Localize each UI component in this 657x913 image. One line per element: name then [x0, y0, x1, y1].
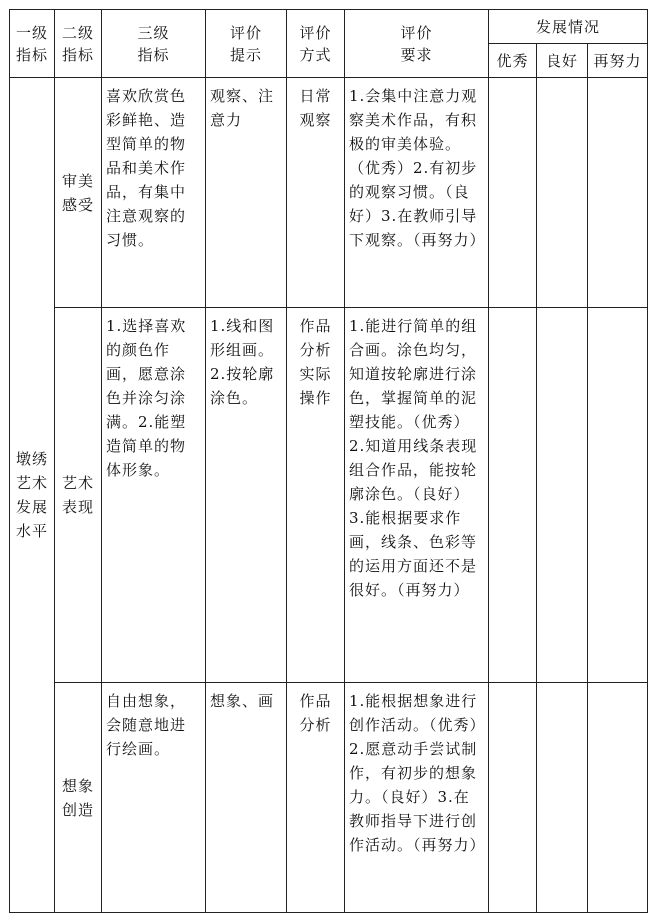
- level2-indicator-cell: [55, 683, 102, 913]
- level3-indicator-cell: 1.选择喜欢的颜色作画，愿意涂色并涂匀涂满。2.能塑造简单的物体形象。: [102, 308, 206, 683]
- header-requirement: [345, 10, 489, 78]
- header-requirement-line1: 评价: [400, 23, 433, 42]
- level3-indicator-cell: 自由想象，会随意地进行绘画。: [102, 683, 206, 913]
- level2-indicator-line2: 表现: [61, 498, 94, 516]
- header-effort: 再努力: [588, 44, 648, 78]
- rating-effort-cell[interactable]: [588, 78, 648, 308]
- header-level3-line1: 三级: [137, 23, 170, 42]
- rating-excellent-cell[interactable]: [489, 683, 537, 913]
- method-cell: [287, 683, 345, 913]
- rating-excellent-cell[interactable]: [489, 308, 537, 683]
- level1-indicator-line1: 墩绣: [15, 450, 48, 468]
- rating-good-cell[interactable]: [537, 308, 588, 683]
- level2-indicator-line2: 感受: [61, 195, 94, 214]
- requirement-cell: 1.能进行简单的组合画。涂色均匀，知道按轮廓进行涂色，掌握简单的泥塑技能。（优秀）2.知道用线条表现组合作品，能按轮廓涂色。（良好）3.能根据要求作画，线条、色彩等的运用方面还不是很好。（再努力）: [345, 308, 489, 683]
- header-level1-line2: 指标: [15, 45, 48, 64]
- evaluation-table: [9, 9, 648, 913]
- requirement-cell: 1.会集中注意力观察美术作品，有积极的审美体验。（优秀）2.有初步的观察习惯。（良好）3.在教师引导下观察。（再努力）: [345, 78, 489, 308]
- method-cell: [287, 308, 345, 683]
- level1-indicator-cell: [10, 78, 55, 913]
- table-row: [10, 78, 648, 308]
- level1-indicator-line2: 艺术: [15, 474, 48, 492]
- header-method: [287, 10, 345, 78]
- header-hint-line2: 提示: [229, 45, 262, 64]
- header-level3-line2: 指标: [137, 45, 170, 64]
- method-line1: 作品: [299, 692, 332, 710]
- requirement-cell: 1.能根据想象进行创作活动。（优秀）2.愿意动手尝试制作，有初步的想象力。（良好）3.在教师指导下进行创作活动。（再努力）: [345, 683, 489, 913]
- method-line1: 日常: [299, 87, 332, 105]
- rating-effort-cell[interactable]: [588, 308, 648, 683]
- rating-good-cell[interactable]: [537, 683, 588, 913]
- level2-indicator-cell: [55, 78, 102, 308]
- header-level3: [102, 10, 206, 78]
- header-level2-line1: 二级: [61, 23, 94, 42]
- rating-excellent-cell[interactable]: [489, 78, 537, 308]
- method-line2: 分析: [299, 716, 332, 734]
- header-hint: [206, 10, 287, 78]
- header-requirement-line2: 要求: [400, 45, 433, 64]
- table-row: [10, 683, 648, 913]
- level3-indicator-cell: 喜欢欣赏色彩鲜艳、造型简单的物品和美术作品，有集中注意观察的习惯。: [102, 78, 206, 308]
- method-line4: 操作: [299, 389, 332, 407]
- level2-indicator-line1: 审美: [61, 171, 94, 190]
- method-line3: 实际: [299, 365, 332, 383]
- header-level1: [10, 10, 55, 78]
- header-development: 发展情况: [489, 10, 648, 44]
- header-hint-line1: 评价: [229, 23, 262, 42]
- rating-effort-cell[interactable]: [588, 683, 648, 913]
- level1-indicator-line3: 发展: [15, 498, 48, 516]
- header-good: 良好: [537, 44, 588, 78]
- header-level2: [55, 10, 102, 78]
- hint-cell: 观察、注意力: [206, 78, 287, 308]
- method-line1: 作品: [299, 317, 332, 335]
- header-excellent: 优秀: [489, 44, 537, 78]
- level2-indicator-line1: 想象: [61, 776, 94, 795]
- table-row: [10, 308, 648, 683]
- method-line2: 观察: [299, 111, 332, 129]
- level1-indicator-line4: 水平: [15, 522, 48, 540]
- level2-indicator-line1: 艺术: [61, 474, 94, 492]
- header-level2-line2: 指标: [61, 45, 94, 64]
- level2-indicator-line2: 创造: [61, 800, 94, 819]
- header-level1-line1: 一级: [15, 23, 48, 42]
- rating-good-cell[interactable]: [537, 78, 588, 308]
- header-method-line1: 评价: [299, 23, 332, 42]
- header-method-line2: 方式: [299, 45, 332, 64]
- level2-indicator-cell: [55, 308, 102, 683]
- hint-cell: 1.线和图形组画。2.按轮廓涂色。: [206, 308, 287, 683]
- method-line2: 分析: [299, 341, 332, 359]
- method-cell: [287, 78, 345, 308]
- hint-cell: 想象、画: [206, 683, 287, 913]
- header-row-1: [10, 10, 648, 44]
